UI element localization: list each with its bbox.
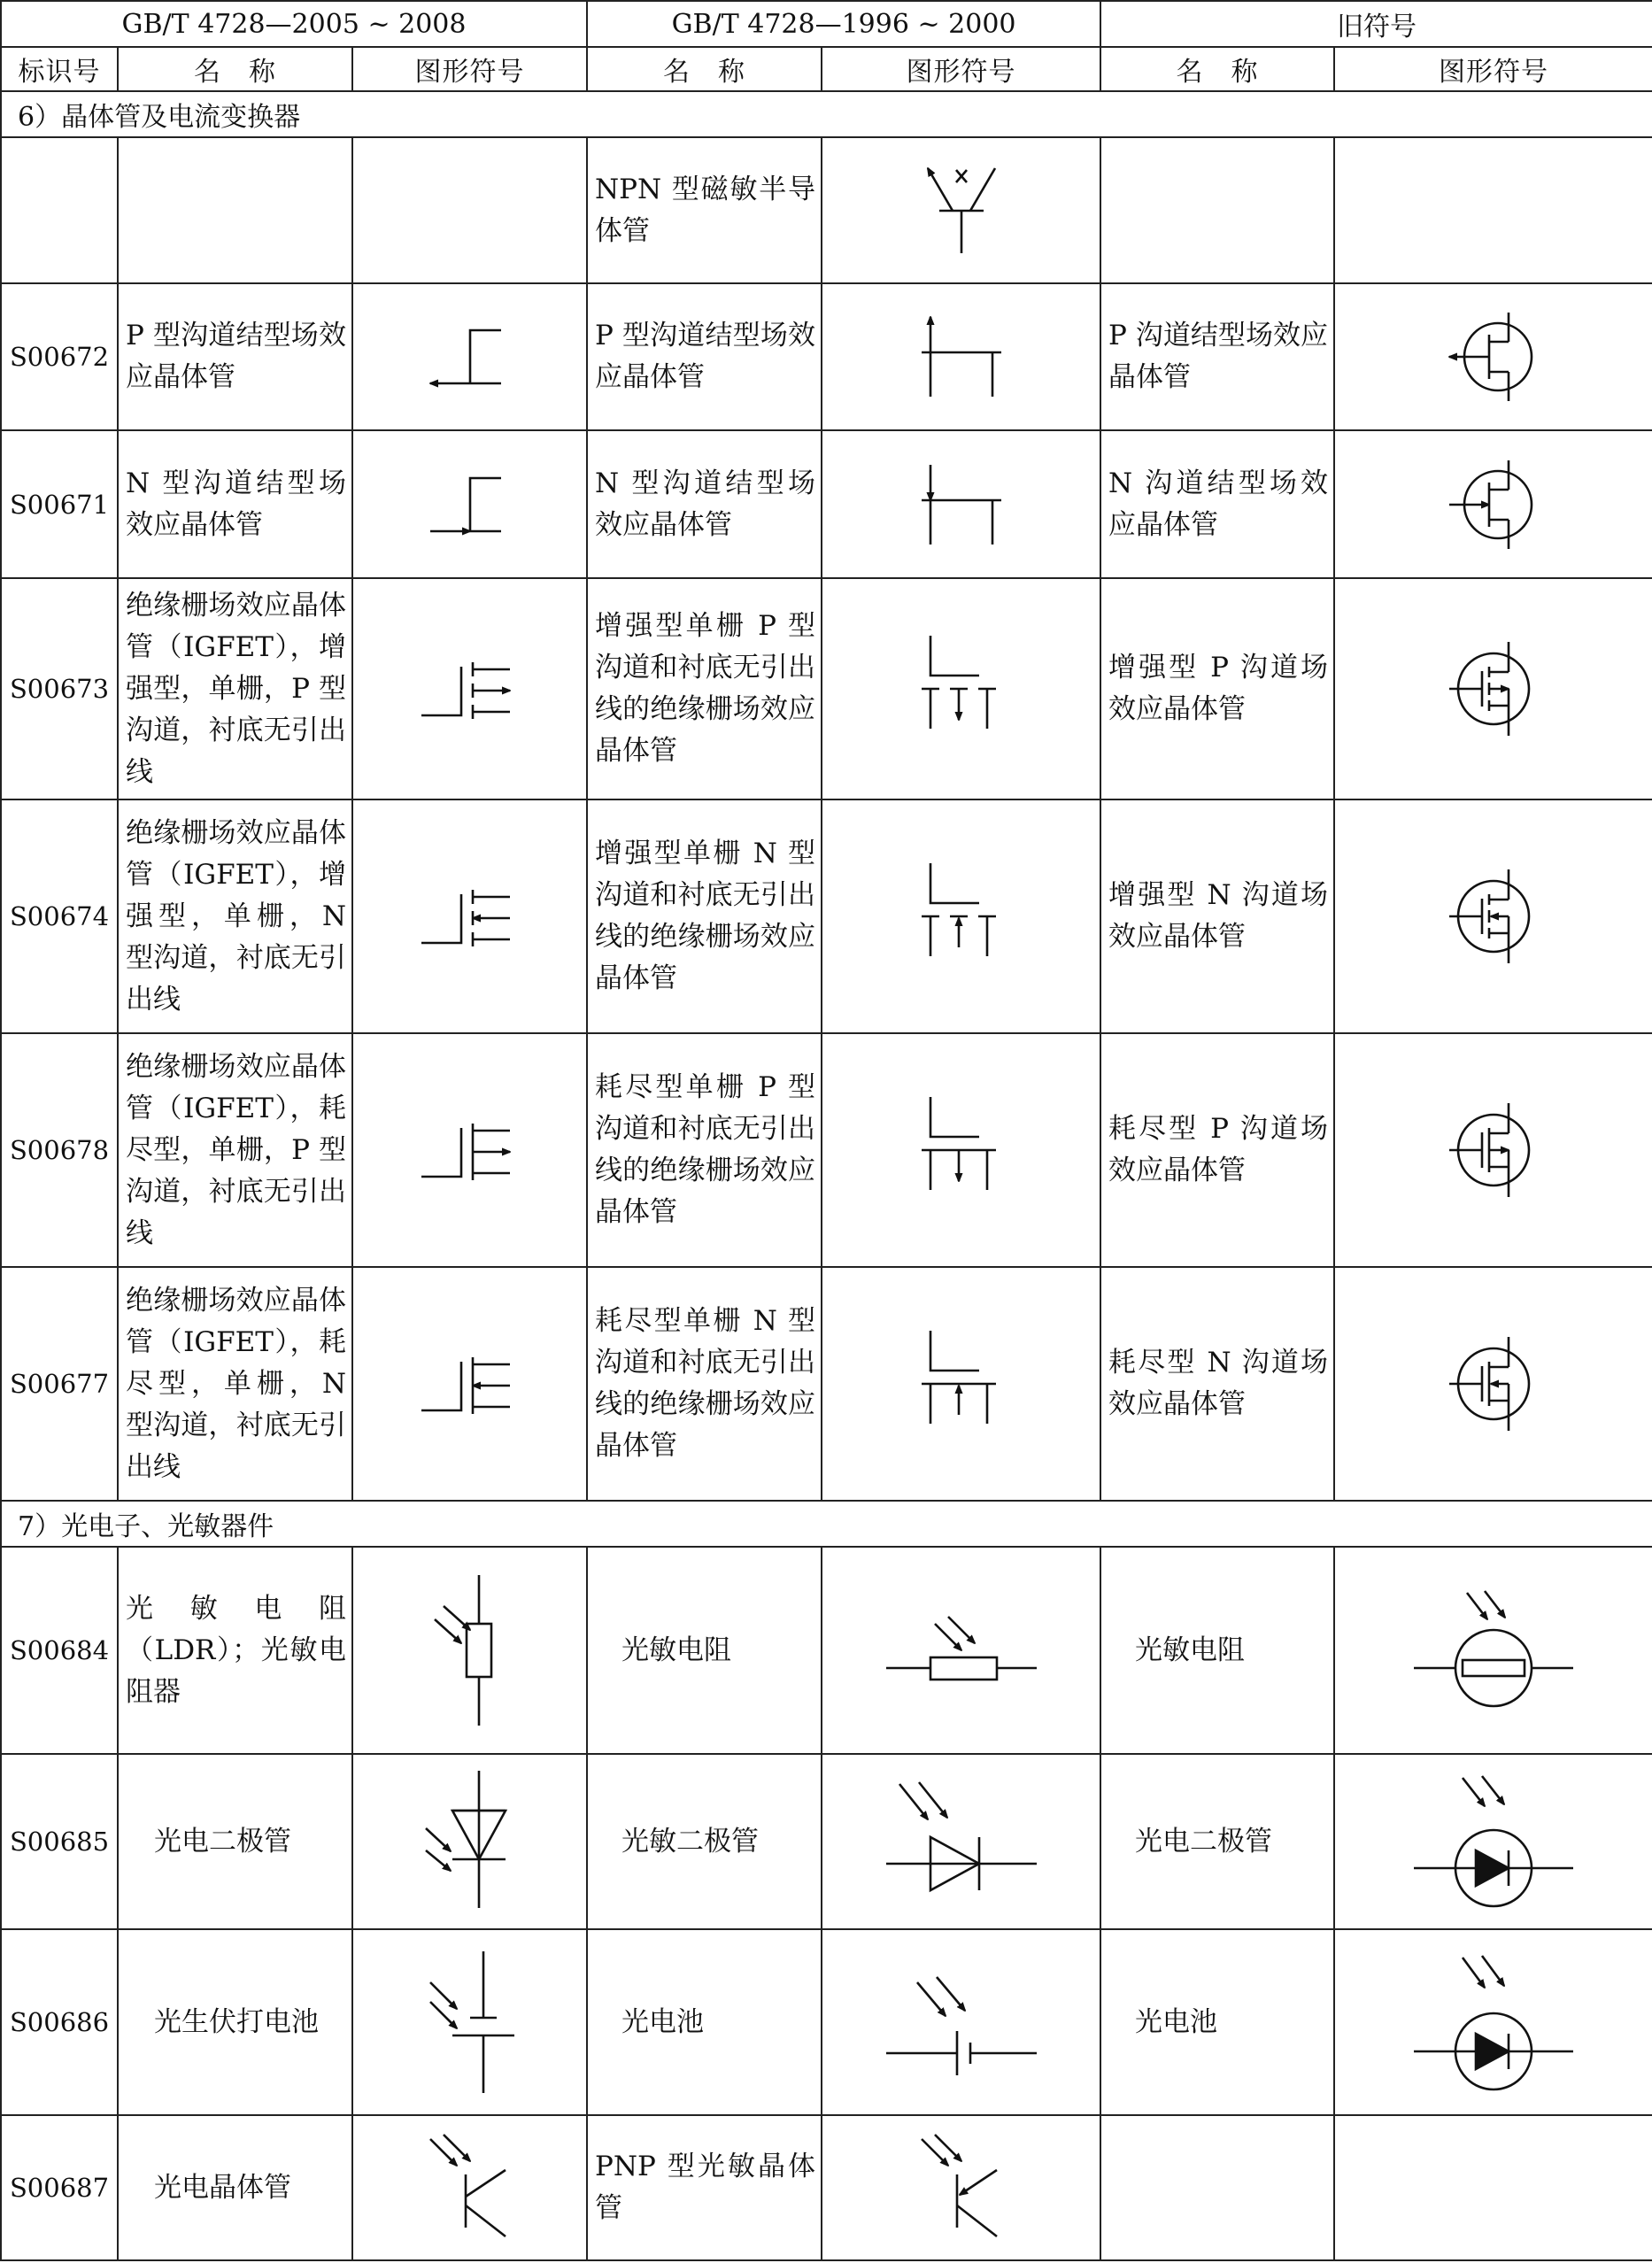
row-id: S00674	[1, 799, 118, 1033]
name-old: 光敏电阻	[1100, 1547, 1334, 1754]
photodiode-symbol	[417, 1766, 523, 1917]
n-jfet-symbol	[908, 456, 1015, 553]
name-old	[1100, 2115, 1334, 2260]
n-jfet-symbol	[417, 456, 523, 553]
photovoltaic-cell-symbol	[417, 1947, 523, 2097]
col-header-name: 名 称	[1100, 47, 1334, 91]
row-id: S00687	[1, 2115, 118, 2260]
photoresistor-circle-symbol	[1409, 1584, 1578, 1717]
header-std-2005: GB/T 4728—2005 ~ 2008	[1, 1, 587, 47]
npn-magnetosensitive-transistor-symbol	[908, 158, 1015, 264]
n-jfet-circle-symbol	[1436, 447, 1551, 562]
header-std-1996: GB/T 4728—1996 ~ 2000	[587, 1, 1100, 47]
n-enhancement-igfet-symbol	[413, 863, 528, 969]
col-header-id: 标识号	[1, 47, 118, 91]
phototransistor-symbol	[417, 2130, 523, 2245]
name-1996: NPN 型磁敏半导体管	[587, 137, 822, 283]
n-depletion-igfet-symbol	[904, 1322, 1019, 1446]
row-id: S00673	[1, 578, 118, 799]
name-new: N 型沟道结型场效应晶体管	[118, 430, 352, 578]
name-1996: PNP 型光敏晶体管	[587, 2115, 822, 2260]
photoresistor-symbol	[417, 1571, 523, 1730]
symbol-old-empty	[1334, 137, 1652, 283]
name-new: 绝缘栅场效应晶体管（IGFET），增强型，单栅，P 型沟道，衬底无引出线	[118, 578, 352, 799]
row-id: S00671	[1, 430, 118, 578]
p-enhancement-igfet-symbol	[904, 627, 1019, 751]
name-new: 绝缘栅场效应晶体管（IGFET），耗尽型，单栅，N 型沟道，衬底无引出线	[118, 1267, 352, 1501]
n-depletion-igfet-symbol	[413, 1331, 528, 1437]
n-depletion-circle-symbol	[1436, 1326, 1551, 1441]
row-id: S00686	[1, 1929, 118, 2115]
section-title-transistors: 6）晶体管及电流变换器	[1, 91, 1652, 137]
table-row	[1, 137, 1652, 283]
name-new: 光敏电阻（LDR）；光敏电阻器	[118, 1547, 352, 1754]
name-new: 光生伏打电池	[118, 1929, 352, 2115]
col-header-symbol: 图形符号	[352, 47, 587, 91]
col-header-symbol: 图形符号	[1334, 47, 1652, 91]
name-new: P 型沟道结型场效应晶体管	[118, 283, 352, 430]
table-row	[1, 799, 1652, 1033]
pnp-phototransistor-symbol	[908, 2130, 1015, 2245]
table-row	[1, 578, 1652, 799]
n-enhancement-igfet-symbol	[904, 854, 1019, 978]
p-jfet-circle-symbol	[1436, 299, 1551, 414]
name-old: 耗尽型 P 沟道场效应晶体管	[1100, 1033, 1334, 1267]
photodiode-symbol	[882, 1775, 1041, 1908]
name-1996: 光电池	[587, 1929, 822, 2115]
row-id: S00684	[1, 1547, 118, 1754]
name-old: P 沟道结型场效应晶体管	[1100, 283, 1334, 430]
photovoltaic-cell-symbol	[882, 1965, 1041, 2080]
name-1996: 耗尽型单栅 P 型沟道和衬底无引出线的绝缘栅场效应晶体管	[587, 1033, 822, 1267]
header-old-symbols: 旧符号	[1100, 1, 1652, 47]
name-old: 耗尽型 N 沟道场效应晶体管	[1100, 1267, 1334, 1501]
p-depletion-circle-symbol	[1436, 1093, 1551, 1208]
p-depletion-igfet-symbol	[904, 1088, 1019, 1212]
row-id: S00677	[1, 1267, 118, 1501]
name-new: 光电二极管	[118, 1754, 352, 1929]
row-id: S00678	[1, 1033, 118, 1267]
table-row	[1, 1754, 1652, 1929]
row-id: S00672	[1, 283, 118, 430]
n-enhancement-circle-symbol	[1436, 859, 1551, 974]
name-new: 绝缘栅场效应晶体管（IGFET），耗尽型，单栅，P 型沟道，衬底无引出线	[118, 1033, 352, 1267]
name-1996: N 型沟道结型场效应晶体管	[587, 430, 822, 578]
photovoltaic-circle-symbol	[1409, 1947, 1578, 2097]
table-row	[1, 1267, 1652, 1501]
name-new	[118, 137, 352, 283]
photodiode-circle-symbol	[1409, 1771, 1578, 1912]
table-row	[1, 1929, 1652, 2115]
p-depletion-igfet-symbol	[413, 1097, 528, 1203]
table-row	[1, 430, 1652, 578]
name-old: 光电池	[1100, 1929, 1334, 2115]
name-1996: P 型沟道结型场效应晶体管	[587, 283, 822, 430]
name-old: 光电二极管	[1100, 1754, 1334, 1929]
p-enhancement-igfet-symbol	[413, 636, 528, 742]
name-1996: 增强型单栅 N 型沟道和衬底无引出线的绝缘栅场效应晶体管	[587, 799, 822, 1033]
name-old: 增强型 N 沟道场效应晶体管	[1100, 799, 1334, 1033]
col-header-name: 名 称	[118, 47, 352, 91]
row-id: S00685	[1, 1754, 118, 1929]
col-header-symbol: 图形符号	[822, 47, 1100, 91]
symbol-old-empty	[1334, 2115, 1652, 2260]
name-old: 增强型 P 沟道场效应晶体管	[1100, 578, 1334, 799]
symbol-new-empty	[352, 137, 587, 283]
table-row	[1, 1547, 1652, 1754]
name-1996: 耗尽型单栅 N 型沟道和衬底无引出线的绝缘栅场效应晶体管	[587, 1267, 822, 1501]
name-old: N 沟道结型场效应晶体管	[1100, 430, 1334, 578]
table-row	[1, 283, 1652, 430]
name-1996: 光敏电阻	[587, 1547, 822, 1754]
col-header-name: 名 称	[587, 47, 822, 91]
p-enhancement-circle-symbol	[1436, 631, 1551, 746]
name-new: 绝缘栅场效应晶体管（IGFET），增强型，单栅，N 型沟道，衬底无引出线	[118, 799, 352, 1033]
name-1996: 光敏二极管	[587, 1754, 822, 1929]
section-title-photoelectric: 7）光电子、光敏器件	[1, 1501, 1652, 1547]
name-1996: 增强型单栅 P 型沟道和衬底无引出线的绝缘栅场效应晶体管	[587, 578, 822, 799]
p-jfet-symbol	[417, 308, 523, 405]
p-jfet-symbol	[908, 308, 1015, 405]
photoresistor-symbol	[882, 1606, 1041, 1695]
name-new: 光电晶体管	[118, 2115, 352, 2260]
table-row	[1, 1033, 1652, 1267]
row-id	[1, 137, 118, 283]
name-old	[1100, 137, 1334, 283]
table-row	[1, 2115, 1652, 2260]
